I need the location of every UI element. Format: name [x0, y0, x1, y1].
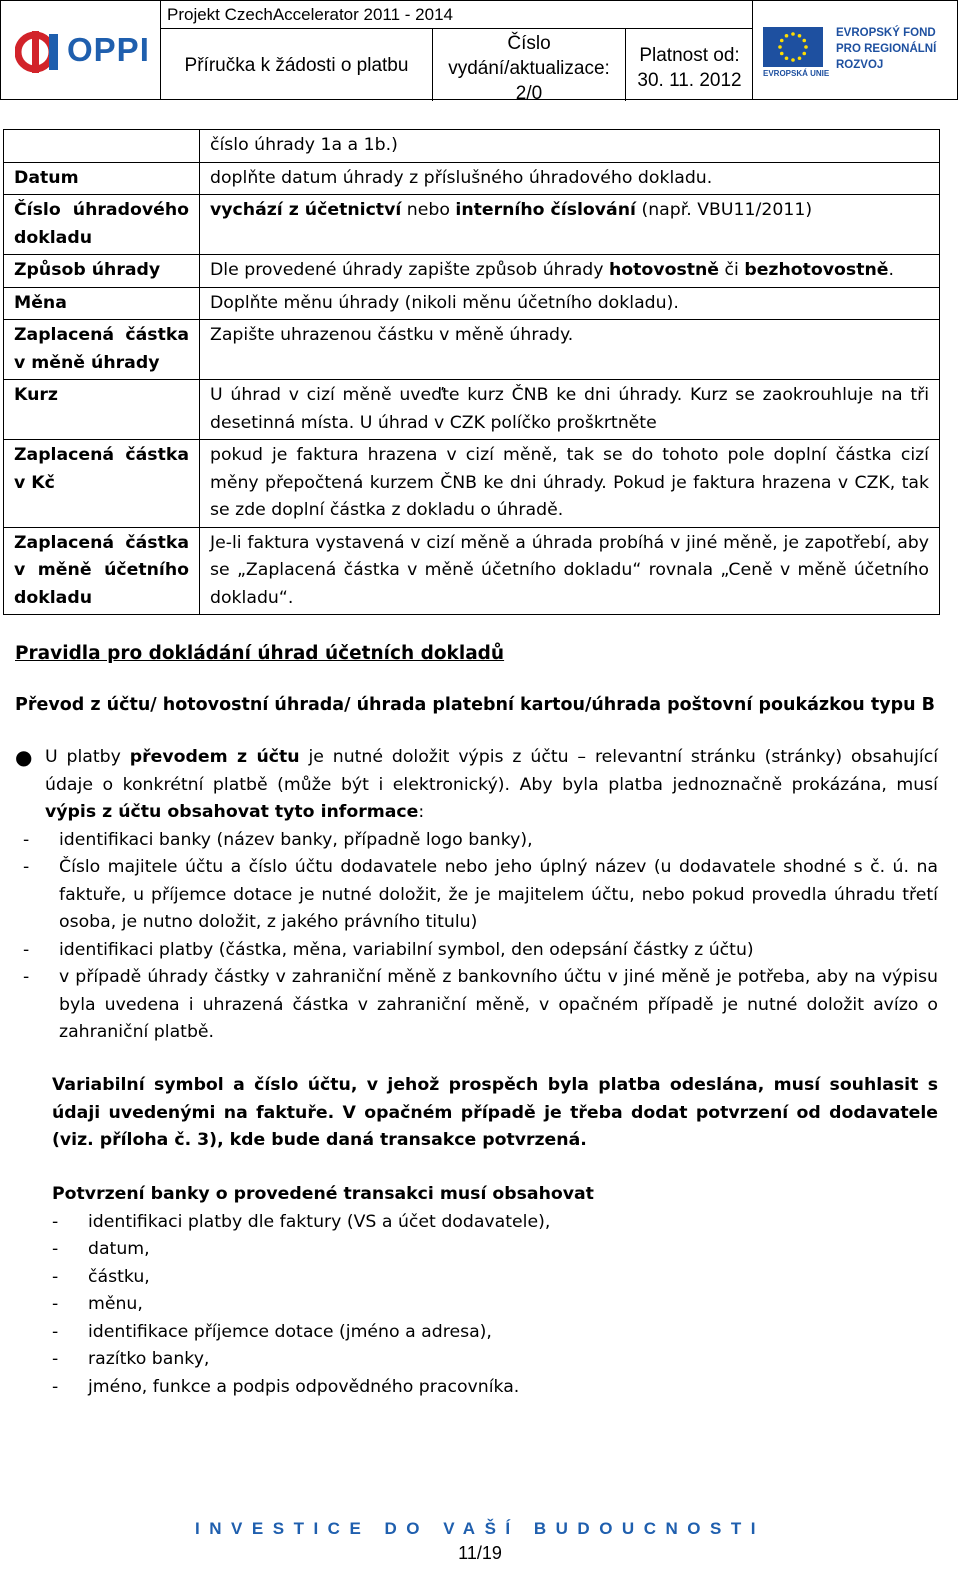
table-row: [4, 320, 940, 380]
section-subtitle: Převod z účtu/ hotovostní úhrada/ úhrada platební kartou/úhrada poštovní poukázkou typu B: [15, 695, 936, 715]
section-title: Pravidla pro dokládání úhrad účetních dokladů: [15, 643, 505, 664]
table-desc: Je-li faktura vystavená v cizí měně a úhrada probíhá v jiné měně, je zapotřebí, aby se „Zaplacená částka v měně účetního dokladu“ rovnala „Ceně v měně účetního dokladu“.: [200, 527, 940, 615]
project-name: Projekt CzechAccelerator 2011 - 2014: [161, 1, 752, 29]
table-row: [4, 130, 940, 163]
table-desc: číslo úhrady 1a a 1b.): [200, 130, 940, 163]
eu-star-icon: [802, 52, 806, 56]
bank-confirmation-list: [52, 1209, 938, 1402]
page-header: [0, 0, 958, 104]
table-row: [4, 287, 940, 320]
list-item-text: v případě úhrady částky v zahraniční měně z bankovního účtu v jiné měně je potřeba, aby na výpisu byla uvedena i uhrazená částka v zahraniční měně, v opačném případě je nutné doložit avízo o zahraniční platbě.: [59, 967, 938, 1042]
eu-fund-line-2: PRO REGIONÁLNÍ: [836, 43, 937, 55]
table-desc: [200, 195, 940, 255]
bullet-text-part: :: [418, 802, 425, 822]
list-item: - identifikaci platby (částka, měna, variabilní symbol, den odepsání částky z účtu): [23, 939, 754, 960]
footer-tagline: INVESTICE DO VAŠÍ BUDOUCNOSTI: [195, 1519, 765, 1538]
eu-star-icon: [785, 34, 789, 38]
bullet-text: [45, 744, 938, 827]
list-item-text: identifikace příjemce dotace (jméno a adresa),: [88, 1321, 492, 1342]
list-item-text: identifikaci platby dle faktury (VS a účet dodavatele),: [88, 1211, 551, 1232]
eu-union-label: EVROPSKÁ UNIE: [763, 69, 830, 78]
table-desc: doplňte datum úhrady z příslušného úhradového dokladu.: [200, 162, 940, 195]
bullet-transfer: [15, 744, 938, 1047]
list-item: - identifikace příjemce dotace (jméno a adresa),: [52, 1321, 492, 1342]
version-label-2: vydání/aktualizace:: [448, 58, 610, 79]
table-desc: pokud je faktura hrazena v cizí měně, tak se do tohoto pole doplní částka cizí měny přepočtená kurzem ČNB ke dni úhrady. Pokud je faktura hrazena v CZK, tak se zde doplní částka z dokladu o úhradě.: [200, 440, 940, 528]
eu-star-icon: [798, 34, 802, 38]
desc-text: nebo: [401, 200, 456, 220]
statement-requirements-list: [15, 827, 938, 1047]
list-item-text: jméno, funkce a podpis odpovědného pracovníka.: [88, 1376, 520, 1397]
table-row: [4, 527, 940, 615]
version-value: 2/0: [515, 83, 543, 104]
list-item: - identifikaci platby dle faktury (VS a účet dodavatele),: [52, 1211, 551, 1232]
table-label: Číslo úhradového dokladu: [4, 195, 200, 255]
eu-star-icon: [791, 32, 795, 36]
eu-fund-line-3: ROZVOJ: [836, 59, 884, 71]
table-desc: U úhrad v cizí měně uveďte kurz ČNB ke dni úhrady. Kurz se zaokrouhluje na tři desetinná místa. U úhrad v CZK políčko proškrtněte: [200, 380, 940, 440]
desc-bold: hotovostně: [609, 260, 720, 280]
table-label: [4, 130, 200, 163]
desc-text: či: [719, 260, 745, 280]
desc-bold: vychází z účetnictví: [210, 200, 402, 220]
eu-fund-label: [836, 25, 936, 73]
table-row: [4, 162, 940, 195]
list-item: - Číslo majitele účtu a číslo účtu dodavatele nebo jeho úplný název (u dodavatele shodné s č. ú. na faktuře, u příjemce dotace je nutné doložit, že je majitelem účtu, nebo pokud provedla úhradu třetí osoba, je nutno doložit, z jakého právního titulu): [23, 857, 938, 932]
oppi-logo-cell: [1, 1, 161, 99]
list-item: - datum,: [52, 1239, 150, 1259]
list-item: - razítko banky,: [52, 1349, 210, 1369]
eu-fund-line-1: EVROPSKÝ FOND: [836, 27, 936, 39]
table-label: Zaplacená částka v Kč: [4, 440, 200, 528]
desc-bold: bezhotovostně: [744, 260, 889, 280]
bank-confirmation: [52, 1181, 938, 1401]
list-item: - identifikaci banky (název banky, případně logo banky),: [23, 829, 533, 850]
bank-confirmation-title: Potvrzení banky o provedené transakci musí obsahovat: [52, 1184, 594, 1204]
list-item: - částku,: [52, 1266, 150, 1287]
table-desc: [200, 255, 940, 288]
table-row: [4, 380, 940, 440]
header-info: [161, 1, 753, 104]
list-item-text: datum,: [88, 1239, 150, 1259]
eu-star-icon: [802, 39, 806, 43]
eu-star-icon: [780, 52, 784, 56]
valid-value: 30. 11. 2012: [637, 70, 742, 91]
desc-text: Dle provedené úhrady zapište způsob úhrady: [210, 260, 609, 280]
list-item-text: identifikaci platby (částka, měna, variabilní symbol, den odepsání částky z účtu): [59, 939, 754, 960]
eu-star-icon: [791, 58, 795, 62]
table-desc: Doplňte měnu úhrady (nikoli měnu účetního dokladu).: [200, 287, 940, 320]
list-item-text: identifikaci banky (název banky, případně logo banky),: [59, 829, 533, 850]
desc-text: (např. VBU11/2011): [635, 200, 813, 220]
table-label: Způsob úhrady: [4, 255, 200, 288]
table-label: Zaplacená částka v měně účetního dokladu: [4, 527, 200, 615]
table-row: [4, 255, 940, 288]
eu-star-icon: [798, 56, 802, 60]
table-label: Kurz: [4, 380, 200, 440]
version-block: [433, 29, 626, 104]
oppi-logo-icon: [15, 29, 65, 75]
validity-block: [626, 29, 753, 101]
eu-star-icon: [804, 45, 808, 49]
list-item: - jméno, funkce a podpis odpovědného pracovníka.: [52, 1376, 520, 1397]
eu-star-icon: [778, 45, 782, 49]
table-row: [4, 195, 940, 255]
list-item-text: Číslo majitele účtu a číslo účtu dodavatele nebo jeho úplný název (u dodavatele shodné s č. ú. na faktuře, u příjemce dotace je nutné doložit, že je majitelem účtu, nebo pokud provedla úhradu třetí osoba, je nutno doložit, z jakého právního titulu): [59, 857, 938, 932]
table-label: Měna: [4, 287, 200, 320]
bullet-bold-part: převodem z účtu: [129, 747, 300, 767]
eu-star-icon: [785, 56, 789, 60]
list-item-text: částku,: [88, 1266, 150, 1287]
bullet-dot: ●: [15, 745, 33, 769]
list-item: - měnu,: [52, 1294, 143, 1314]
table-row: [4, 440, 940, 528]
valid-label: Platnost od:: [639, 45, 740, 66]
table-label: Zaplacená částka v měně úhrady: [4, 320, 200, 380]
eu-star-icon: [780, 39, 784, 43]
page-number: 11/19: [458, 1543, 502, 1563]
bullet-text-part: je nutné doložit výpis z účtu – relevantní stránku (stránky) obsahující údaje o konkrétní platbě (může být i elektronický). Aby byla platba jednoznačně prokázána, musí: [45, 747, 938, 795]
eu-flag-icon: [763, 27, 823, 67]
bullet-text-part: U platby: [45, 747, 130, 767]
list-item: - v případě úhrady částky v zahraniční měně z bankovního účtu v jiné měně je potřeba, aby na výpisu byla uvedena i uhrazená částka v zahraniční měně, v opačném případě je nutné doložit avízo o zahraniční platbě.: [23, 967, 938, 1042]
document-title: Příručka k žádosti o platbu: [161, 29, 433, 101]
list-item-text: razítko banky,: [88, 1349, 210, 1369]
table-label: Datum: [4, 162, 200, 195]
desc-text: .: [888, 260, 894, 280]
list-item-text: měnu,: [88, 1294, 143, 1314]
field-description-table: [3, 129, 940, 615]
desc-bold: interního číslování: [455, 200, 636, 220]
oppi-logo-text: OPPI: [67, 31, 150, 68]
variable-symbol-paragraph: Variabilní symbol a číslo účtu, v jehož prospěch byla platba odeslána, musí souhlasit s údaji uvedenými na faktuře. V opačném případě je třeba dodat potvrzení od dodavatele (viz. příloha č. 3), kde bude daná transakce potvrzená.: [52, 1075, 938, 1150]
bullet-bold-part: výpis z účtu obsahovat tyto informace: [45, 802, 419, 822]
table-desc: Zapište uhrazenou částku v měně úhrady.: [200, 320, 940, 380]
eu-logo-cell: [753, 1, 959, 99]
version-label-1: Číslo: [507, 33, 551, 54]
